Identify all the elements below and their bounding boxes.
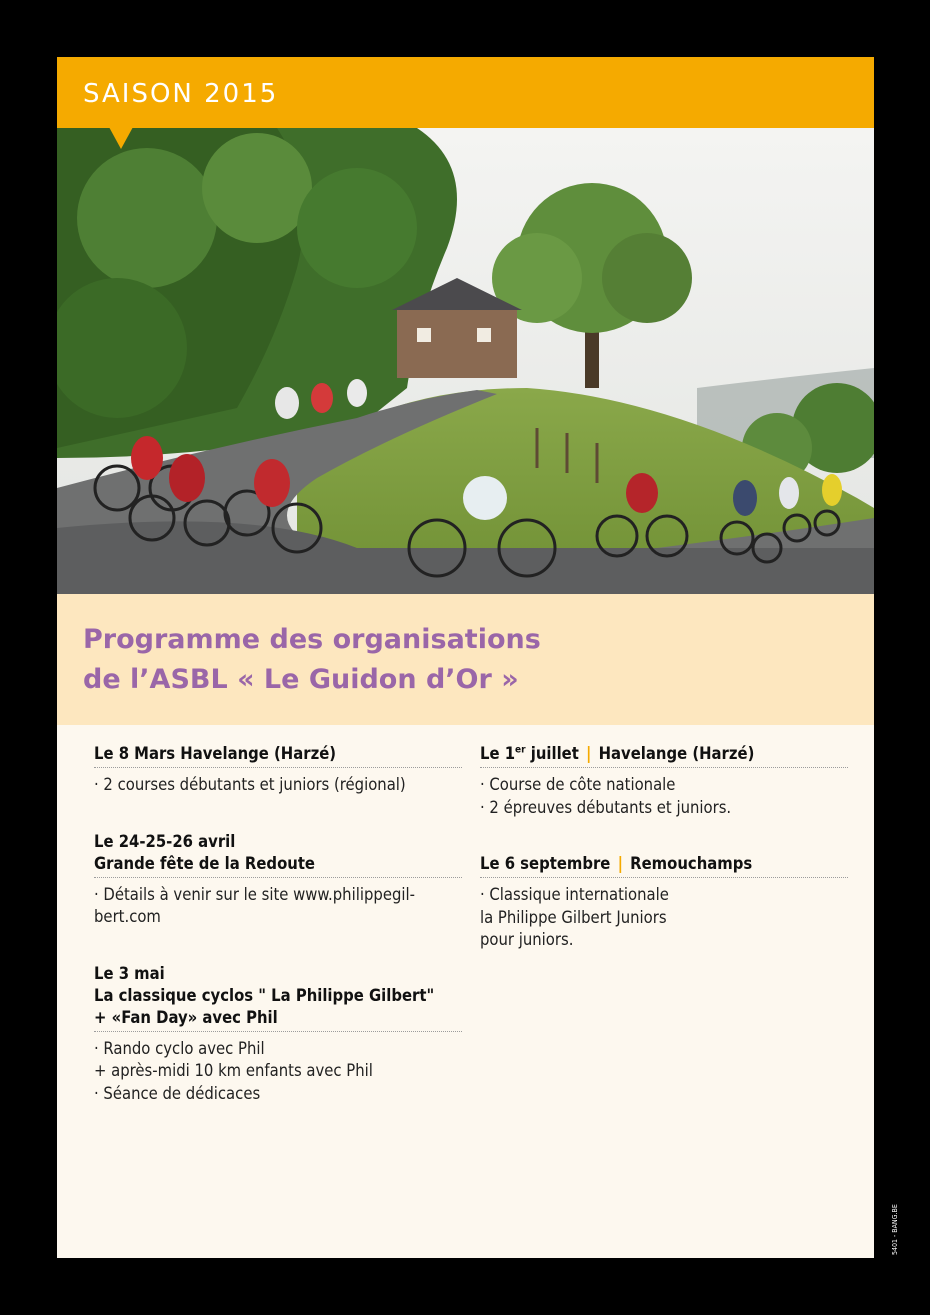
event-date-sup: er bbox=[515, 744, 526, 756]
event-title bbox=[480, 853, 848, 878]
event-items bbox=[94, 884, 462, 929]
event-items bbox=[94, 1038, 462, 1106]
event-item: + après-midi 10 km enfants avec Phil bbox=[94, 1061, 373, 1080]
event-name: La classique cyclos " La Philippe Gilbert" bbox=[94, 985, 435, 1005]
event-items bbox=[480, 774, 848, 819]
programme-heading bbox=[83, 620, 541, 700]
event-date: Le 3 mai bbox=[94, 963, 165, 983]
event-title bbox=[94, 831, 462, 878]
event-6-septembre bbox=[480, 853, 848, 952]
events-left-column bbox=[94, 743, 462, 1139]
flyer-page bbox=[57, 57, 874, 1258]
event-date-suffix: juillet bbox=[525, 744, 579, 763]
season-title: SAISON 2015 bbox=[83, 79, 279, 109]
event-items bbox=[94, 774, 462, 797]
event-items bbox=[480, 884, 848, 952]
title-separator: | bbox=[586, 744, 592, 763]
event-title bbox=[94, 963, 462, 1032]
event-title: Le 8 Mars Havelange (Harzé) bbox=[94, 743, 462, 768]
event-24-26-avril bbox=[94, 831, 462, 929]
event-date: Le 24-25-26 avril bbox=[94, 831, 236, 851]
event-date-prefix: Le 1 bbox=[480, 744, 516, 763]
event-item: · Course de côte nationale bbox=[480, 775, 676, 794]
event-item-continued: la Philippe Gilbert Juniors bbox=[480, 907, 667, 927]
event-subtitle: + «Fan Day» avec Phil bbox=[94, 1007, 278, 1027]
event-name: Grande fête de la Redoute bbox=[94, 853, 316, 873]
event-3-mai bbox=[94, 963, 462, 1106]
event-title bbox=[480, 743, 848, 768]
title-separator: | bbox=[617, 854, 623, 873]
heading-band bbox=[57, 594, 874, 725]
event-date: Le 6 septembre bbox=[480, 854, 611, 873]
event-1-juillet bbox=[480, 743, 848, 819]
heading-line-2: de l’ASBL « Le Guidon d’Or » bbox=[83, 664, 519, 695]
event-item: · Classique internationale bbox=[480, 885, 669, 904]
event-place: Remouchamps bbox=[630, 854, 753, 873]
event-item-continued: pour juniors. bbox=[480, 930, 574, 949]
event-item: · 2 courses débutants et juniors (régional) bbox=[94, 775, 406, 794]
cycling-race-photo bbox=[57, 128, 874, 594]
heading-line-1: Programme des organisations bbox=[83, 624, 541, 655]
print-credit: 5401 - BANG.BE bbox=[891, 1204, 899, 1255]
event-item: · Détails à venir sur le site www.philippegil- bbox=[94, 884, 415, 904]
banner-pointer bbox=[109, 127, 133, 149]
event-item: · Rando cyclo avec Phil bbox=[94, 1038, 265, 1058]
photo-illustration bbox=[57, 128, 874, 594]
event-item: · 2 épreuves débutants et juniors. bbox=[480, 797, 732, 817]
season-banner bbox=[57, 57, 874, 128]
event-8-mars bbox=[94, 743, 462, 797]
event-item: · Séance de dédicaces bbox=[94, 1083, 261, 1103]
event-item-continued: bert.com bbox=[94, 907, 161, 926]
event-place: Havelange (Harzé) bbox=[598, 744, 755, 763]
events-right-column bbox=[480, 743, 848, 986]
